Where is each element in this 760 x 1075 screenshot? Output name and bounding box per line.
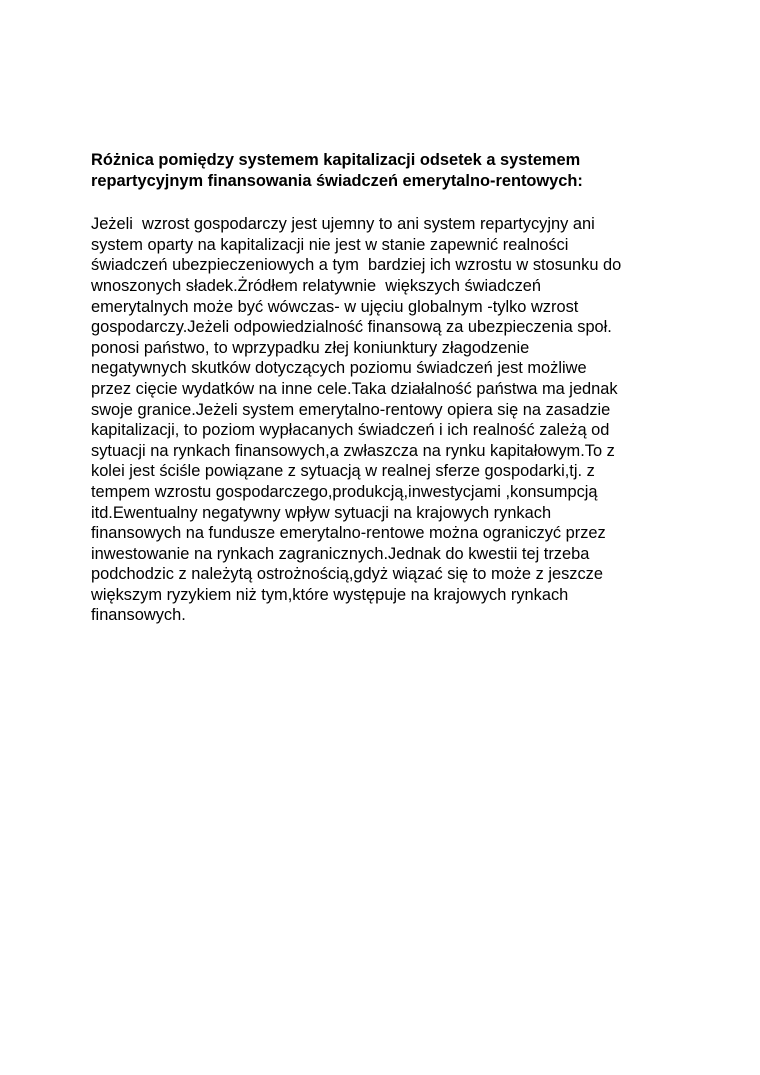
title-line: Różnica pomiędzy systemem kapitalizacji odsetek a systemem [91, 151, 581, 169]
document-body [91, 214, 681, 626]
body-line: itd.Ewentualny negatywny wpływ sytuacji na krajowych rynkach [91, 503, 552, 522]
body-line: negatywnych skutków dotyczących poziomu świadczeń jest możliwe [91, 359, 587, 378]
body-line: kolei jest ściśle powiązane z sytuacją w realnej sferze gospodarki,tj. z [91, 462, 595, 481]
body-line: swoje granice.Jeżeli system emerytalno-rentowy opiera się na zasadzie [91, 400, 611, 419]
body-line: większym ryzykiem niż tym,które występuje na krajowych rynkach [91, 585, 569, 604]
body-line: inwestowanie na rynkach zagranicznych.Jednak do kwestii tej trzeba [91, 544, 590, 563]
body-line: wnoszonych sładek.Żródłem relatywnie większych świadczeń [91, 276, 542, 295]
body-line: kapitalizacji, to poziom wypłacanych świadczeń i ich realność zależą od [91, 421, 610, 440]
document-title [91, 150, 681, 191]
body-line: Jeżeli wzrost gospodarczy jest ujemny to ani system repartycyjny ani [91, 215, 595, 234]
body-line: system oparty na kapitalizacji nie jest w stanie zapewnić realności [91, 235, 569, 254]
body-line: sytuacji na rynkach finansowych,a zwłaszcza na rynku kapitałowym.To z [91, 441, 615, 460]
body-line: emerytalnych może być wówczas- w ujęciu globalnym -tylko wzrost [91, 297, 579, 316]
body-line: finansowych na fundusze emerytalno-rentowe można ograniczyć przez [91, 524, 606, 543]
body-line: finansowych. [91, 606, 186, 625]
body-line: ponosi państwo, to wprzypadku złej koniunktury złagodzenie [91, 338, 530, 357]
body-line: przez cięcie wydatków na inne cele.Taka działalność państwa ma jednak [91, 379, 618, 398]
body-line: świadczeń ubezpieczeniowych a tym bardziej ich wzrostu w stosunku do [91, 256, 622, 275]
document-content [91, 150, 681, 626]
body-line: podchodzic z należytą ostrożnością,gdyż wiązać się to może z jeszcze [91, 565, 603, 584]
body-line: gospodarczy.Jeżeli odpowiedzialność finansową za ubezpieczenia społ. [91, 318, 612, 337]
body-line: tempem wzrostu gospodarczego,produkcją,inwestycjami ,konsumpcją [91, 482, 598, 501]
title-line: repartycyjnym finansowania świadczeń emerytalno-rentowych: [91, 171, 583, 190]
